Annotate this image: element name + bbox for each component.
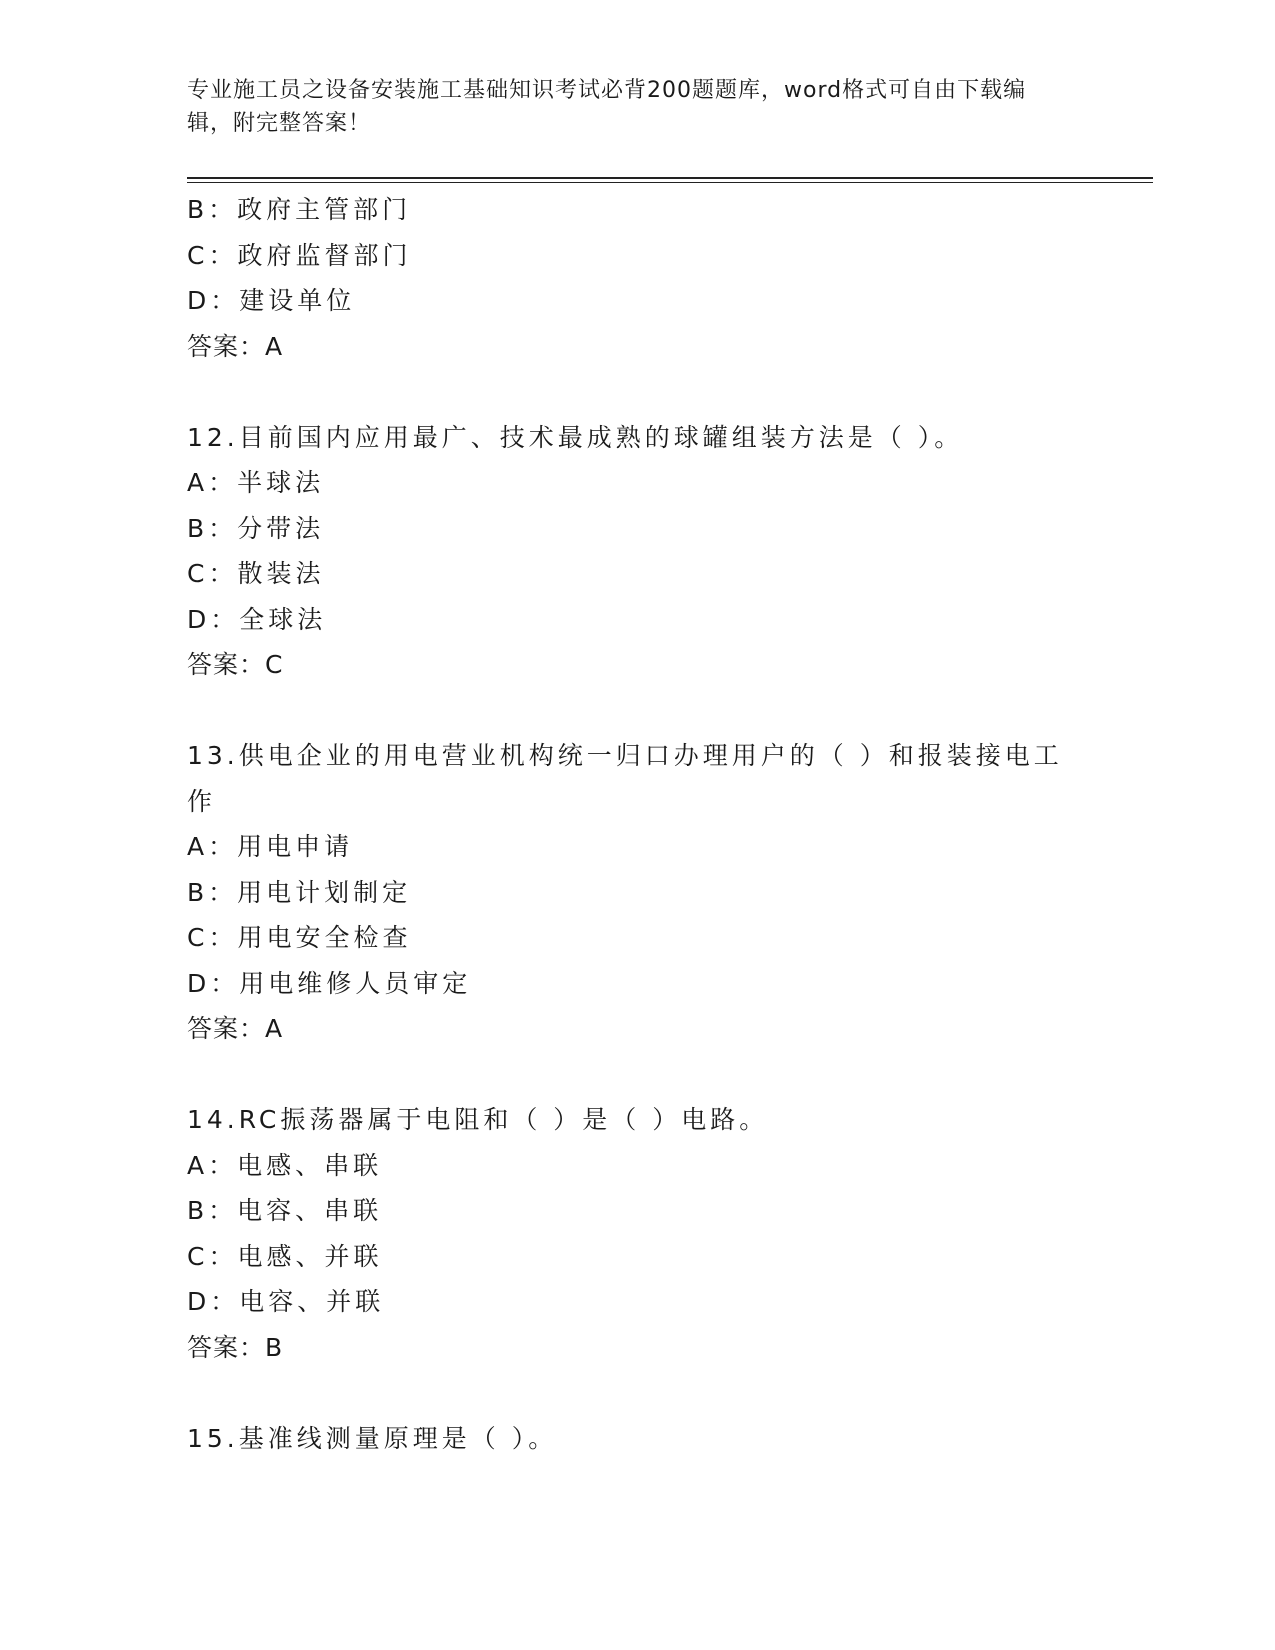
document-header: 专业施工员之设备安装施工基础知识考试必背200题题库，word格式可自由下载编辑，附完整答案！ <box>187 78 1027 136</box>
question-block-14 <box>187 1097 1067 1370</box>
spacer <box>187 688 1067 734</box>
option-c: C：电感、并联 <box>187 1241 383 1271</box>
spacer <box>187 369 1067 415</box>
question-text: 12.目前国内应用最广、技术最成熟的球罐组装方法是（ ）。 <box>187 422 964 452</box>
option-b: B：用电计划制定 <box>187 877 412 907</box>
option-b: B：分带法 <box>187 513 325 543</box>
option-c: C：政府监督部门 <box>187 240 412 270</box>
option-d: D：电容、并联 <box>187 1287 385 1316</box>
question-list <box>187 187 1067 1461</box>
question-block-15 <box>187 1416 1067 1462</box>
option-d: D：全球法 <box>187 604 327 634</box>
answer: 答案：A <box>187 1014 284 1043</box>
option-a: A：半球法 <box>187 468 325 497</box>
question-text: 15.基准线测量原理是（ ）。 <box>187 1423 558 1453</box>
question-text: 13.供电企业的用电营业机构统一归口办理用户的（ ）和报装接电工作 <box>187 741 1063 816</box>
answer: 答案：C <box>187 650 284 679</box>
option-c: C：用电安全检查 <box>187 923 412 952</box>
question-text: 14.RC振荡器属于电阻和（ ）是（ ）电路。 <box>187 1105 769 1134</box>
option-c: C：散装法 <box>187 559 325 588</box>
option-d: D：建设单位 <box>187 286 356 315</box>
option-a: A：用电申请 <box>187 832 354 861</box>
answer: 答案：A <box>187 331 284 361</box>
question-block-11-tail <box>187 187 1067 369</box>
answer: 答案：B <box>187 1332 284 1362</box>
option-b: B：政府主管部门 <box>187 195 412 224</box>
question-block-13 <box>187 733 1067 1052</box>
spacer <box>187 1052 1067 1098</box>
option-a: A：电感、串联 <box>187 1150 383 1180</box>
header-divider <box>187 177 1153 179</box>
header-divider-thin <box>187 182 1153 183</box>
spacer <box>187 1370 1067 1416</box>
question-block-12 <box>187 415 1067 688</box>
option-b: B：电容、串联 <box>187 1196 383 1225</box>
option-d: D：用电维修人员审定 <box>187 968 472 998</box>
